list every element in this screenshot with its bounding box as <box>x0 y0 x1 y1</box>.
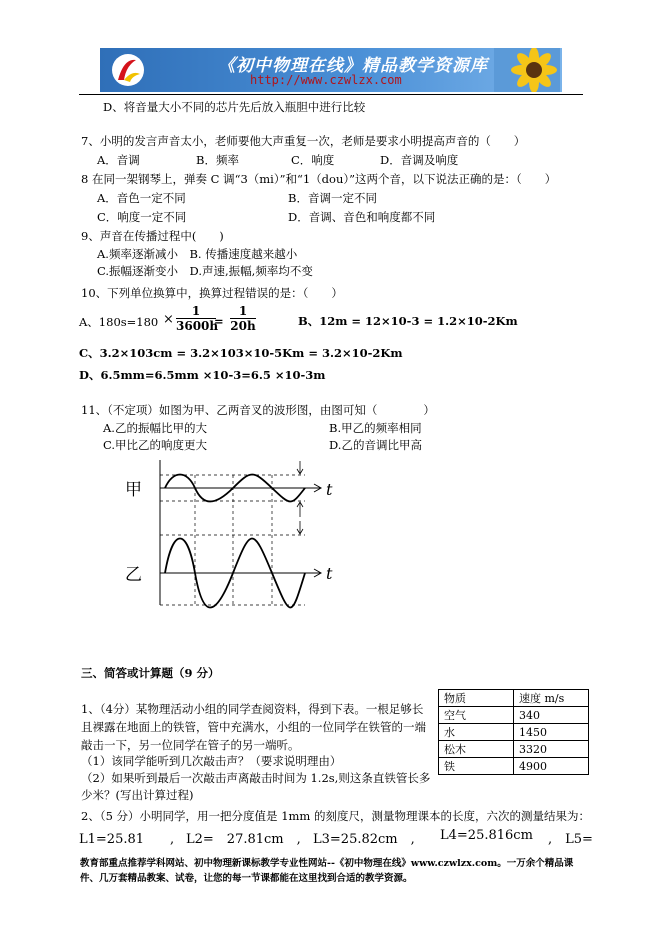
banner-title: 《初中物理在线》精品教学资源库 <box>218 56 488 76</box>
q10-fraction-1-numerator: 1 <box>176 304 216 319</box>
table-header-row <box>439 690 589 707</box>
q11-option-d: D.乙的音调比甲高 <box>329 438 422 452</box>
q10-fraction-2-numerator: 1 <box>230 304 256 319</box>
q9-options-cd: C.振幅逐渐变小 D.声速,振幅,频率均不变 <box>97 264 313 278</box>
q11-option-a: A.乙的振幅比甲的大 <box>103 421 207 435</box>
s2-line-1: 2、（5 分）小明同学，用一把分度值是 1mm 的刻度尺，测量物理课本的长度，六次的测量结果为： <box>81 809 590 823</box>
q7-stem: 7、小明的发言声音太小，老师要他大声重复一次，老师是要求小明提高声音的（ ） <box>81 134 526 148</box>
q7-option-d: D．音调及响度 <box>380 153 459 167</box>
q8-stem: 8 在同一架钢琴上，弹奏 C 调“3（mi）”和“1（dou）”这两个音，以下说法正确的是：（ ） <box>81 172 557 186</box>
s2-measure-l3: L3=25.82cm , <box>313 832 415 847</box>
waveform-figure <box>115 455 355 610</box>
q7-option-a: A．音调 <box>97 153 140 167</box>
q11-option-c: C.甲比乙的响度更大 <box>103 438 208 452</box>
s1-line-6: 少米？(写出计算过程) <box>81 788 194 802</box>
q8-option-a: A．音色一定不同 <box>97 191 186 205</box>
q8-option-c: C．响度一定不同 <box>97 210 187 224</box>
s2-measure-l2: L2= 27.81cm , <box>186 832 301 847</box>
q10-stem: 10、下列单位换算中，换算过程错误的是：（ ） <box>81 286 343 300</box>
q9-stem: 9、声音在传播过程中( ) <box>81 229 224 243</box>
q10-fraction-2-denominator: 20h <box>230 319 256 333</box>
q6-option-d: D、将音量大小不同的芯片先后放入瓶胆中进行比较 <box>103 100 366 114</box>
table-row <box>439 741 589 758</box>
header-banner <box>100 48 562 92</box>
table-cell: 340 <box>514 707 589 724</box>
table-row <box>439 758 589 775</box>
q9-options-ab: A.频率逐渐减小 B. 传播速度越来越小 <box>97 247 298 261</box>
s1-line-3: 敲击一下，另一位同学在管子的另一端听。 <box>81 738 300 752</box>
yi-label: 乙 <box>125 565 142 585</box>
table-row <box>439 724 589 741</box>
s1-line-2: 且裸露在地面上的铁管，管中充满水，小组的一位同学在铁管的一端 <box>81 720 426 734</box>
section3-heading: 三、简答或计算题（9 分） <box>81 666 220 680</box>
table-cell: 1450 <box>514 724 589 741</box>
table-cell: 4900 <box>514 758 589 775</box>
q10-fraction-1 <box>176 304 219 333</box>
yi-t-label: t <box>326 564 333 583</box>
q11-stem: 11、（不定项）如图为甲、乙两音叉的波形图，由图可知（ ） <box>81 403 435 417</box>
speed-table <box>438 689 589 775</box>
q10-option-a-times: × <box>163 312 174 327</box>
s1-line-5: （2）如果听到最后一次敲击声离敲击时间为 1.2s,则这条直铁管长多 <box>81 771 431 785</box>
q10-option-c: C、3.2×103cm = 3.2×103×10-5Km = 3.2×10-2Km <box>79 346 403 360</box>
table-header-cell: 物质 <box>439 690 514 707</box>
jia-label: 甲 <box>125 480 142 500</box>
table-header-cell: 速度 m/s <box>514 690 589 707</box>
s2-measure-l1: L1=25.81 , <box>79 832 175 847</box>
s1-line-4: （1）该同学能听到几次敲击声？（要求说明理由） <box>81 754 342 768</box>
header-divider <box>79 94 583 95</box>
q10-option-b: B、12m = 12×10-3 = 1.2×10-2Km <box>298 314 518 328</box>
q11-option-b: B.甲乙的频率相同 <box>329 421 422 435</box>
q7-option-b: B．频率 <box>196 153 239 167</box>
q10-option-a-prefix: A、180s=180 <box>79 315 159 329</box>
table-cell: 铁 <box>439 758 514 775</box>
table-cell: 空气 <box>439 707 514 724</box>
sunflower-icon <box>494 48 560 92</box>
table-cell: 3320 <box>514 741 589 758</box>
table-cell: 水 <box>439 724 514 741</box>
jia-t-label: t <box>326 480 333 499</box>
q10-fraction-2 <box>230 304 256 333</box>
q10-option-a-equals: = <box>214 314 224 328</box>
q8-option-d: D．音调、音色和响度都不同 <box>288 210 436 224</box>
q10-fraction-1-denominator: 3600h <box>176 319 219 333</box>
q10-option-d: D、6.5mm=6.5mm ×10-3=6.5 ×10-3m <box>79 368 326 382</box>
q8-option-b: B．音调一定不同 <box>288 191 377 205</box>
s1-line-1: 1、（4分）某物理活动小组的同学查阅资料，得到下表。一根足够长 <box>81 702 424 716</box>
table-cell: 松木 <box>439 741 514 758</box>
table-row <box>439 707 589 724</box>
site-logo-icon <box>110 52 146 88</box>
page-footer: 教育部重点推荐学科网站、初中物理新课标教学专业性网站--《初中物理在线》www.czwlzx.com。一万余个精品课件、几万套精品教案、试卷，让您的每一节课都能在这里找到合适的教学资源。 <box>80 858 574 884</box>
banner-url[interactable]: http://www.czwlzx.com <box>250 73 402 87</box>
s2-measure-l4: L4=25.816cm <box>440 828 533 843</box>
q7-option-c: C．响度 <box>291 153 335 167</box>
s2-measure-l5: , L5= <box>548 832 593 847</box>
